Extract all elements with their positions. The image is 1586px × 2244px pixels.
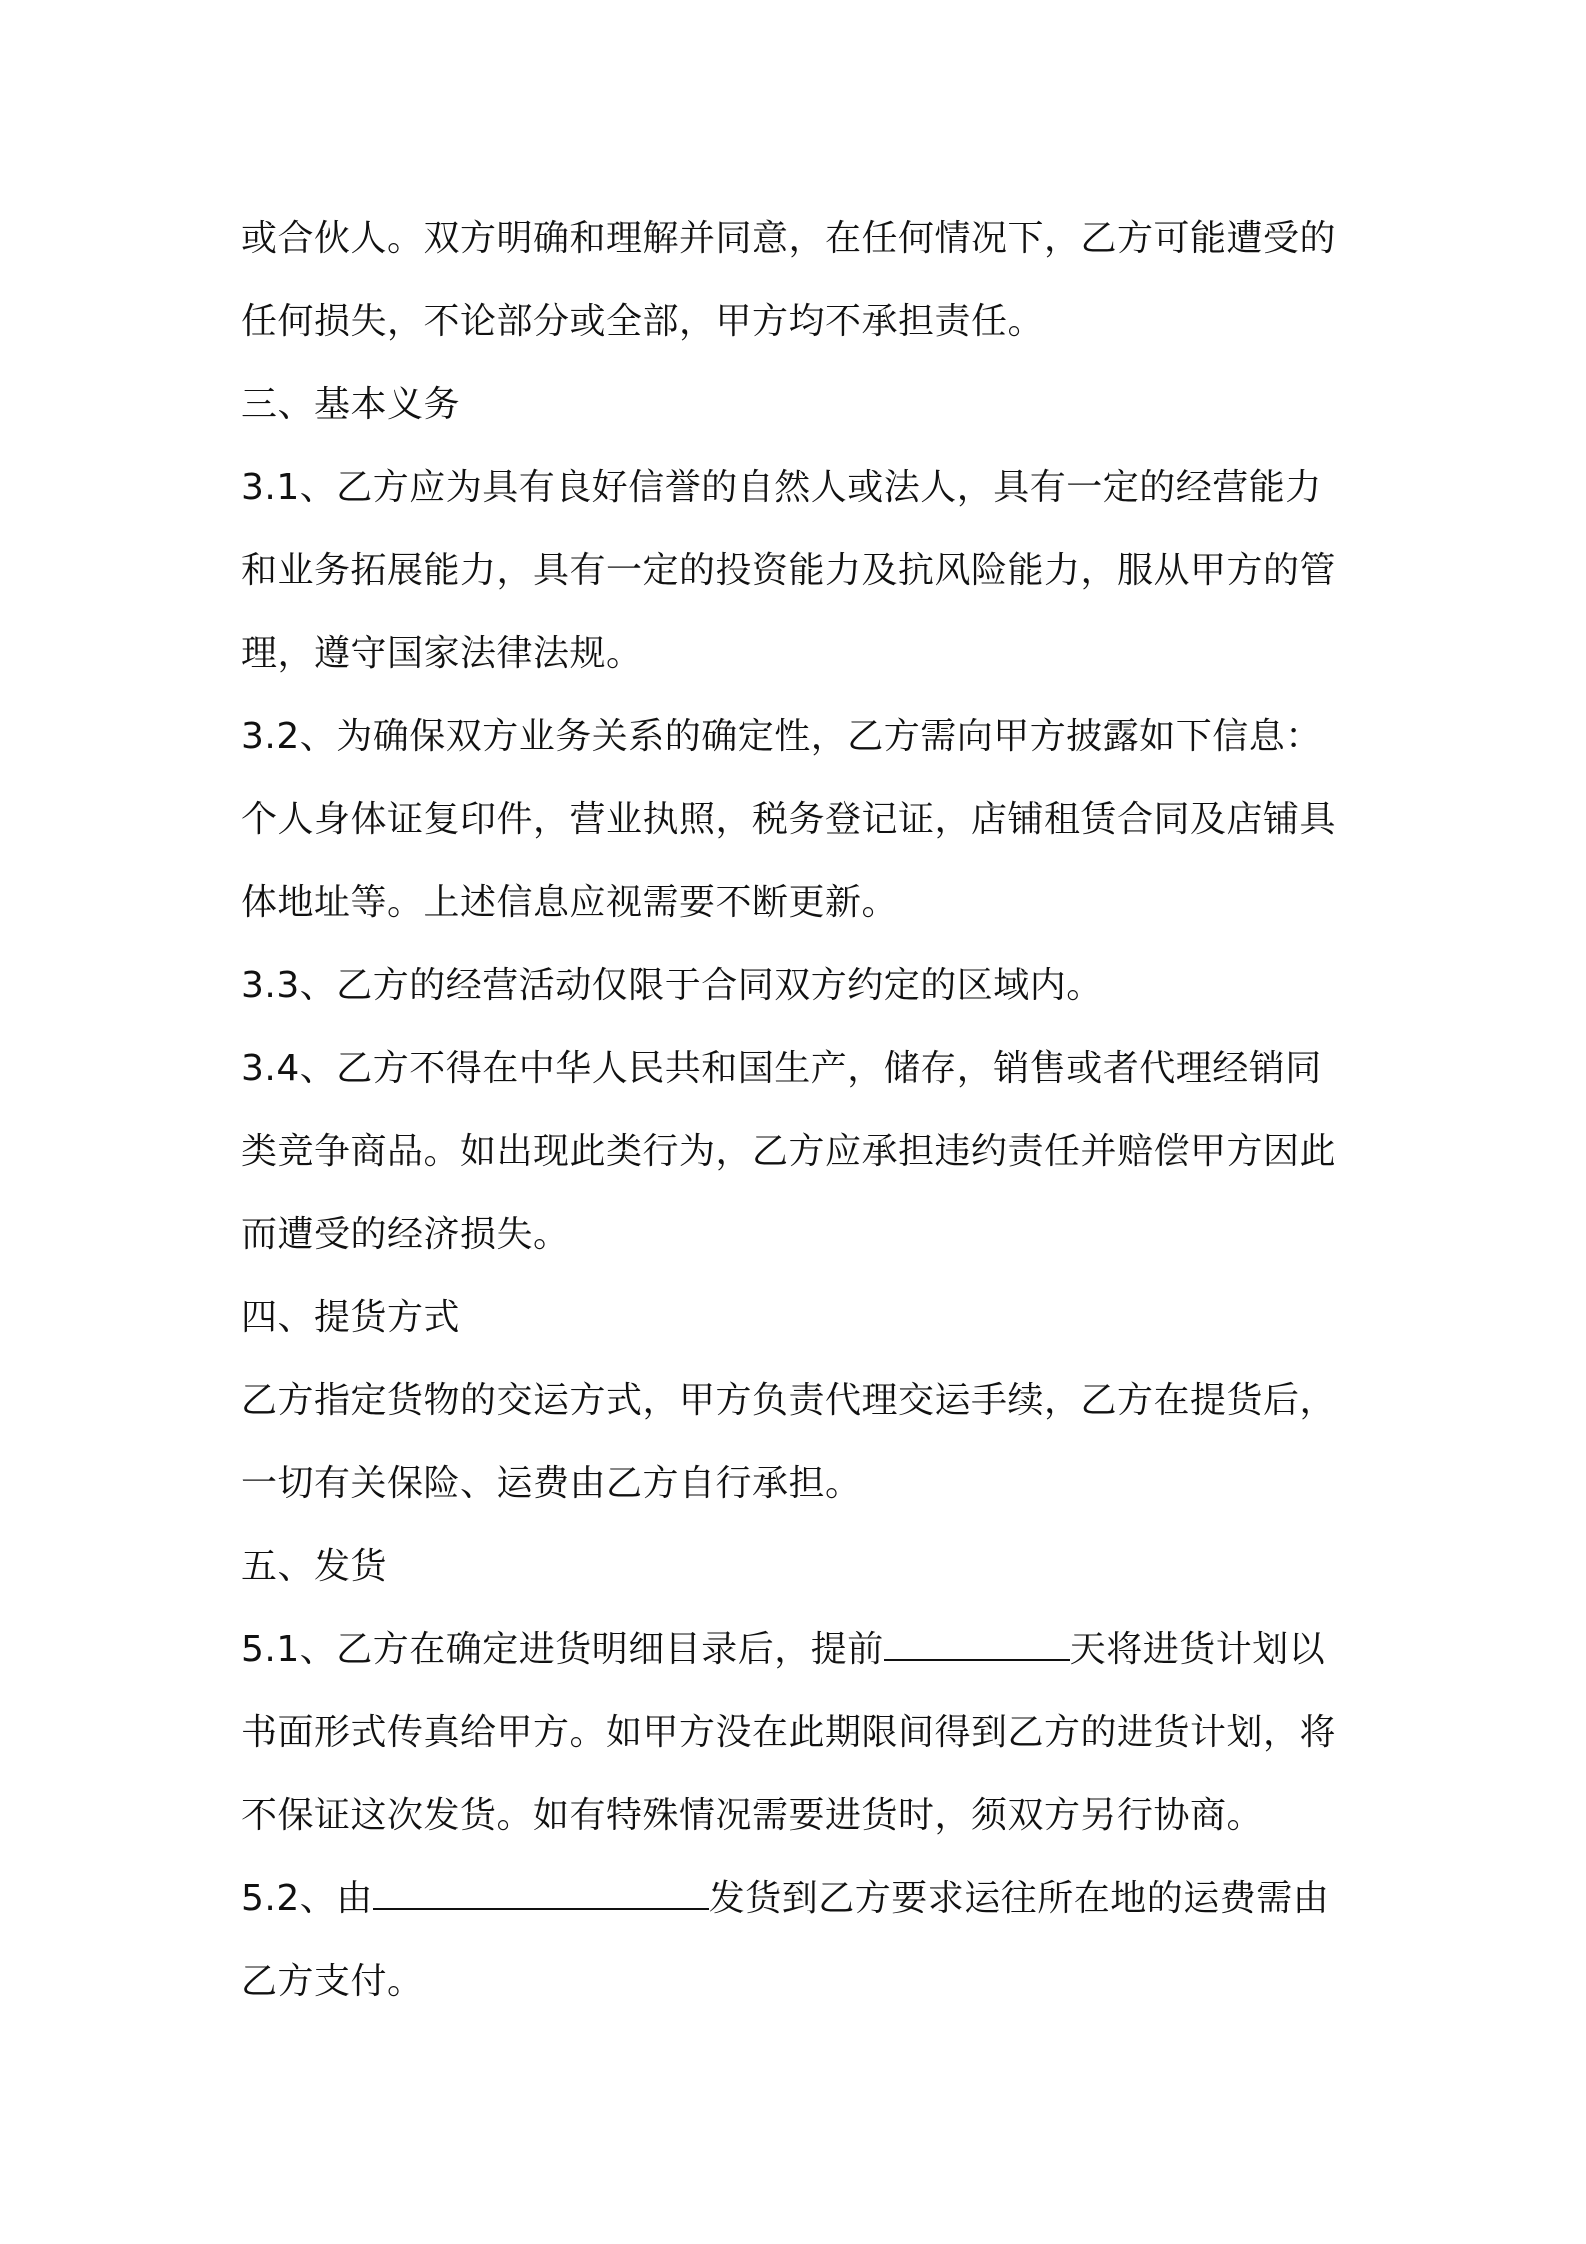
text-line: 3.3、乙方的经营活动仅限于合同双方约定的区域内。 [241,965,1103,1006]
text-line: 任何损失，不论部分或全部，甲方均不承担责任。 [241,301,1045,342]
text-line: 3.4、乙方不得在中华人民共和国生产，储存，销售或者代理经销同 [241,1048,1322,1089]
fill-in-blank-shipper [373,1878,709,1910]
document-body [241,197,1361,2023]
text-line: 或合伙人。双方明确和理解并同意，在任何情况下，乙方可能遭受的 [241,218,1337,259]
text-line: 不保证这次发货。如有特殊情况需要进货时，须双方另行协商。 [241,1795,1264,1836]
text-line: 3.1、乙方应为具有良好信誉的自然人或法人，具有一定的经营能力 [241,467,1322,508]
section-heading: 四、提货方式 [241,1297,461,1338]
text-line: 体地址等。上述信息应视需要不断更新。 [241,882,899,923]
text-line: 书面形式传真给甲方。如甲方没在此期限间得到乙方的进货计划，将 [241,1712,1337,1753]
clause-5-1-line-1 [241,1608,1361,1691]
section-heading: 三、基本义务 [241,384,461,425]
clause-text: 5.1、乙方在确定进货明细目录后，提前 [241,1629,884,1670]
text-line: 一切有关保险、运费由乙方自行承担。 [241,1463,862,1504]
text-line: 3.2、为确保双方业务关系的确定性，乙方需向甲方披露如下信息： [241,716,1322,757]
text-line: 类竞争商品。如出现此类行为，乙方应承担违约责任并赔偿甲方因此 [241,1131,1337,1172]
text-line: 乙方指定货物的交运方式，甲方负责代理交运手续，乙方在提货后， [241,1380,1337,1421]
clause-text: 天将进货计划以 [1069,1629,1326,1670]
text-line: 理，遵守国家法律法规。 [241,633,643,674]
text-line: 和业务拓展能力，具有一定的投资能力及抗风险能力，服从甲方的管 [241,550,1337,591]
clause-5-2-line-1 [241,1857,1361,1940]
text-line: 乙方支付。 [241,1961,424,2002]
clause-text: 发货到乙方要求运往所在地的运费需由 [708,1878,1330,1919]
text-line: 而遭受的经济损失。 [241,1214,570,1255]
fill-in-blank-days [884,1629,1070,1661]
section-heading: 五、发货 [241,1546,388,1587]
clause-text: 5.2、由 [241,1878,373,1919]
text-line: 个人身体证复印件，营业执照，税务登记证，店铺租赁合同及店铺具 [241,799,1337,840]
